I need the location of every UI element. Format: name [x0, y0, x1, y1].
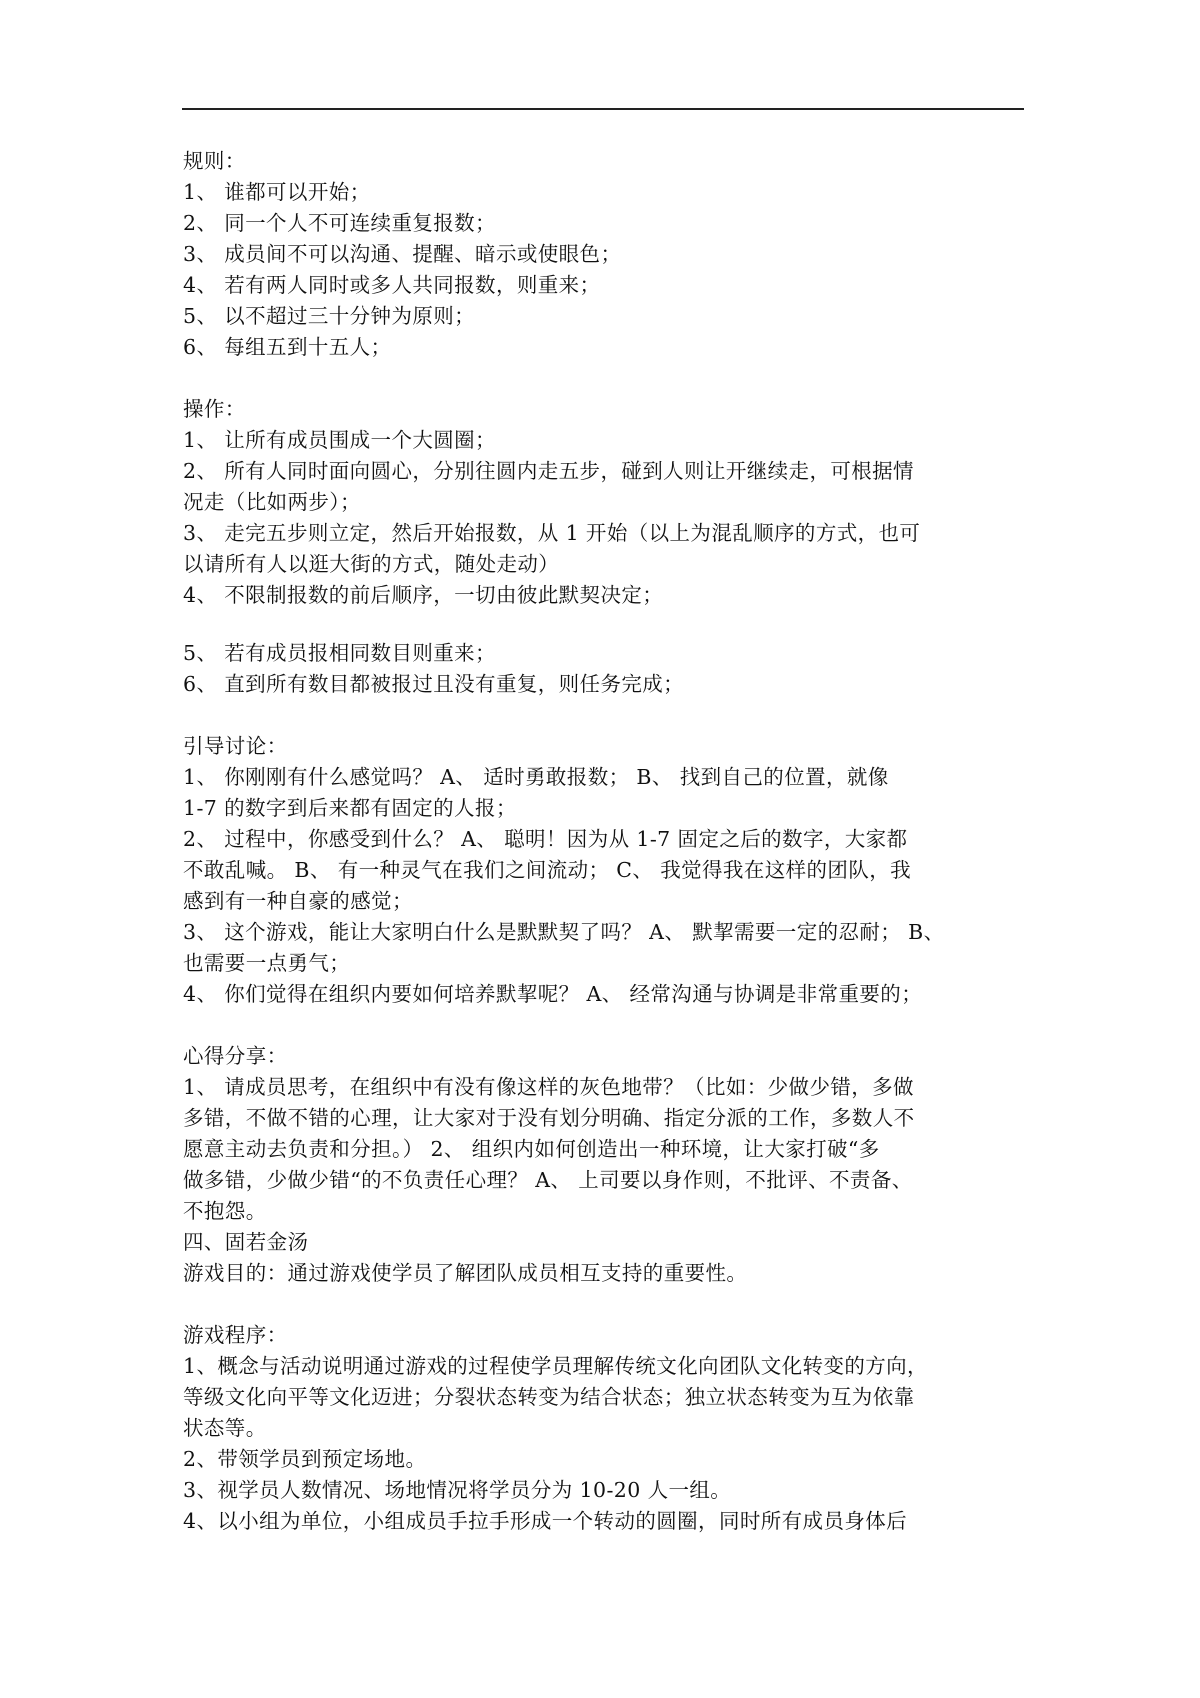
procedure-line: 等级文化向平等文化迈进；分裂状态转变为结合状态；独立状态转变为互为依靠	[183, 1385, 915, 1409]
paragraph-gap	[183, 700, 1028, 731]
discussion-line: 4、 你们觉得在组织内要如何培养默挈呢？ A、 经常沟通与协调是非常重要的；	[183, 982, 923, 1006]
sharing-section	[183, 1041, 1028, 1289]
rule-item: 2、 同一个人不可连续重复报数；	[183, 211, 496, 235]
paragraph-gap	[183, 363, 1028, 394]
header-rule	[182, 108, 1024, 110]
operation-line: 3、 走完五步则立定，然后开始报数，从 1 开始（以上为混乱顺序的方式，也可	[183, 521, 921, 545]
rules-heading: 规则：	[183, 149, 246, 173]
operation-line: 4、 不限制报数的前后顺序，一切由彼此默契决定；	[183, 583, 664, 607]
rule-item: 1、 谁都可以开始；	[183, 180, 371, 204]
rules-section	[183, 146, 1028, 363]
rule-item: 6、 每组五到十五人；	[183, 335, 392, 359]
rule-item: 5、 以不超过三十分钟为原则；	[183, 304, 476, 328]
discussion-line: 2、 过程中，你感受到什么？ A、 聪明！因为从 1-7 固定之后的数字，大家都	[183, 827, 908, 851]
discussion-line: 1-7 的数字到后来都有固定的人报；	[183, 796, 517, 820]
procedure-line: 4、以小组为单位，小组成员手拉手形成一个转动的圆圈，同时所有成员身体后	[183, 1509, 908, 1533]
procedure-line: 2、带领学员到预定场地。	[183, 1447, 427, 1471]
sharing-line: 不抱怨。	[183, 1199, 267, 1223]
discussion-line: 1、 你刚刚有什么感觉吗？ A、 适时勇敢报数； B、 找到自己的位置，就像	[183, 765, 889, 789]
discussion-line: 感到有一种自豪的感觉；	[183, 889, 413, 913]
discussion-line: 也需要一点勇气；	[183, 951, 351, 975]
sharing-line: 做多错，少做少错“的不负责任心理？ A、 上司要以身作则，不批评、不责备、	[183, 1168, 913, 1192]
operation-line: 况走（比如两步）；	[183, 490, 361, 514]
procedure-line: 3、视学员人数情况、场地情况将学员分为 10-20 人一组。	[183, 1478, 732, 1502]
operation-line: 6、 直到所有数目都被报过且没有重复，则任务完成；	[183, 672, 685, 696]
discussion-heading: 引导讨论：	[183, 734, 288, 758]
sharing-line: 愿意主动去负责和分担。） 2、 组织内如何创造出一种环境，让大家打破“多	[183, 1137, 880, 1161]
sharing-heading: 心得分享：	[183, 1044, 288, 1068]
operation-line: 1、 让所有成员围成一个大圆圈；	[183, 428, 496, 452]
paragraph-gap	[183, 1010, 1028, 1041]
game-title: 四、固若金汤	[183, 1230, 309, 1254]
operation-section	[183, 394, 1028, 700]
sharing-line: 多错，不做不错的心理，让大家对于没有划分明确、指定分派的工作，多数人不	[183, 1106, 915, 1130]
procedure-line: 1、概念与活动说明通过游戏的过程使学员理解传统文化向团队文化转变的方向，	[183, 1354, 928, 1378]
operation-line: 以请所有人以逛大街的方式，随处走动）	[183, 552, 560, 576]
discussion-line: 3、 这个游戏，能让大家明白什么是默默契了吗？ A、 默挈需要一定的忍耐； B、	[183, 920, 945, 944]
procedure-section	[183, 1320, 1028, 1537]
rule-item: 4、 若有两人同时或多人共同报数，则重来；	[183, 273, 601, 297]
sharing-line: 1、 请成员思考，在组织中有没有像这样的灰色地带？（比如：少做少错，多做	[183, 1075, 914, 1099]
operation-line: 5、 若有成员报相同数目则重来；	[183, 641, 496, 665]
discussion-line: 不敢乱喊。 B、 有一种灵气在我们之间流动； C、 我觉得我在这样的团队，我	[183, 858, 912, 882]
paragraph-gap	[183, 611, 1028, 638]
discussion-section	[183, 731, 1028, 1010]
procedure-line: 状态等。	[183, 1416, 267, 1440]
game-purpose: 游戏目的：通过游戏使学员了解团队成员相互支持的重要性。	[183, 1261, 748, 1285]
paragraph-gap	[183, 1289, 1028, 1320]
operation-line: 2、 所有人同时面向圆心，分别往圆内走五步，碰到人则让开继续走，可根据情	[183, 459, 914, 483]
operation-heading: 操作：	[183, 397, 246, 421]
document-body	[183, 146, 1028, 1537]
rule-item: 3、 成员间不可以沟通、提醒、暗示或使眼色；	[183, 242, 622, 266]
procedure-heading: 游戏程序：	[183, 1323, 288, 1347]
